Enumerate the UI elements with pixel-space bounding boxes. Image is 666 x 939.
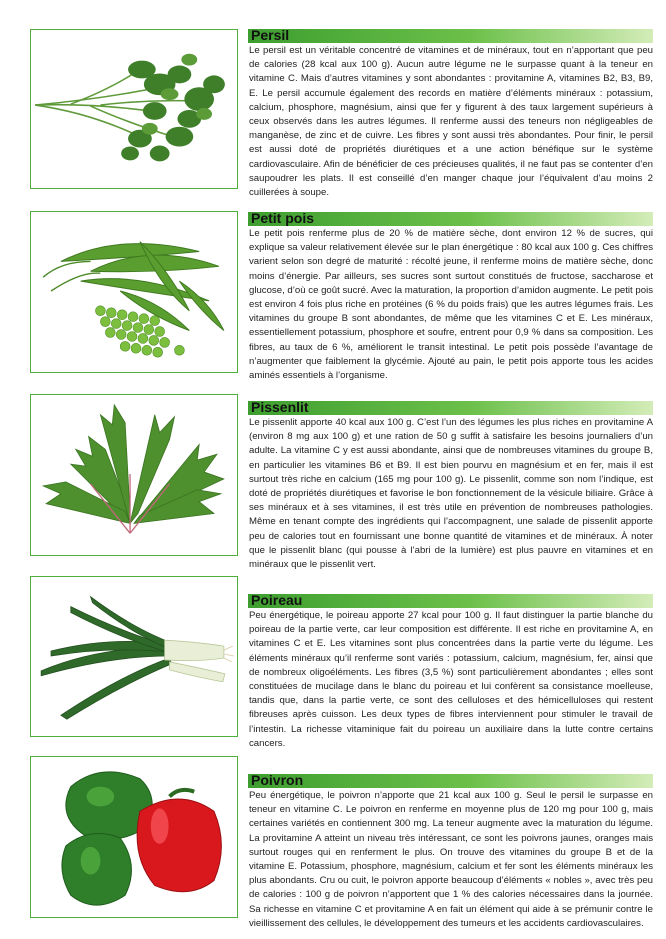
peas-illustration	[31, 212, 237, 372]
peas-description: Le petit pois renferme plus de 20 % de matière sèche, dont environ 12 % de sucres, qui explique sa valeur relativement élevée sur le plan énergétique : 80 kcal aux 100 g. Ces chiffres varient selon son degré de maturité : récolté jeune, il renferme moins de matière sèche, donc moins d’énergie. Par ailleurs, ses sucres sont surtout constitués de fructose, saccharose et glucose, d’où ce goût sucré. Avec la maturation, la proportion d’amidon augmente. Le petit pois est environ 4 fois plus riche en protéines (6 % du poids frais) que les autres légumes frais. Les vitamines du groupe B sont abondantes, de même que les vitamines C et E. Les minéraux, essentiellement potassium, phosphore et soufre, entrent pour 0,9 % dans sa composition. Les fibres, au taux de 6 %, améliorent le transit intestinal. Le petit pois possède l’avantage de n’augmenter que faiblement la glycémie. Ajouté au pain, le petit pois apporte tous les acides aminés essentiels à l’organisme.	[249, 228, 653, 382]
peas-title: Petit pois	[251, 210, 315, 226]
peas-title-bar	[248, 212, 653, 226]
parsley-image	[30, 29, 238, 189]
pepper-illustration	[31, 757, 237, 917]
dandelion-title-bar	[248, 401, 653, 415]
dandelion-title: Pissenlit	[251, 399, 309, 415]
leek-description: Peu énergétique, le poireau apporte 27 kcal pour 100 g. Il faut distinguer la partie blanche du poireau de la partie verte, car leur composition est différente. Il est riche en provitamine A, en vitamines C et E. Les vitamines sont plus concentrées dans la partie verte du légume. Les éléments minéraux qu’il renferme sont variés : potassium, calcium, magnésium, fer, ainsi que de nombreux oligoéléments. Les fibres (3,5 %) sont particulièrement abondantes ; elles sont constituées de mucilage dans le blanc du poireau et lui confèrent sa consistance moelleuse, tandis que, dans la partie verte, ce sont des celluloses et des hémicelluloses qui restent fibreuses après cuisson. Les deux types de fibres interviennent pour stimuler le travail de l’intestin. La richesse vitaminique fait du poireau un auxiliaire dans la lutte contre certains cancers.	[249, 610, 653, 749]
dandelion-illustration	[31, 395, 237, 555]
leek-title: Poireau	[251, 592, 303, 608]
pepper-image	[30, 756, 238, 918]
pepper-title: Poivron	[251, 772, 304, 788]
pepper-title-bar	[248, 774, 653, 788]
parsley-title-bar	[248, 29, 653, 43]
parsley-description: Le persil est un véritable concentré de vitamines et de minéraux, tout en n’apportant que peu de calories (28 kcal aux 100 g). Aucun autre légume ne le surpasse quant à la teneur en vitamine C. Mais d’autres vitamines y sont abondantes : provitamine A, vitamines B2, B3, B9, E. Le persil accumule également des records en matière d’éléments minéraux : potassium, calcium, phosphore, magnésium, ainsi que fer y figurent à des taux largement supérieurs à ceux observés dans les autres légumes. Il renferme aussi des teneurs non négligeables de manganèse, de zinc et de cuivre. Les fibres y sont aussi très abondantes. Pour finir, le persil est aussi doté de propriétés diurétiques et a une action bénéfique sur le système cardiovasculaire. Afin de bénéficier de ces précieuses qualités, il ne faut pas se contenter d’en saupoudrer les plats. Il est conseillé d’en manger chaque jour l’équivalent d’au moins 2 cuillerées à soupe.	[249, 45, 653, 199]
parsley-title: Persil	[251, 27, 290, 43]
parsley-illustration	[31, 30, 237, 188]
peas-image	[30, 211, 238, 373]
leek-image	[30, 576, 238, 737]
leek-title-bar	[248, 594, 653, 608]
leek-illustration	[31, 577, 237, 736]
dandelion-image	[30, 394, 238, 556]
dandelion-description: Le pissenlit apporte 40 kcal aux 100 g. C’est l’un des légumes les plus riches en provitamine A (environ 8 mg aux 100 g) et une ration de 50 g suffit à satisfaire les besoins journaliers d’un adulte. La vitamine C y est aussi abondante, ainsi que de nombreuses vitamines du groupe B, en particulier les vitamines B6 et B9. Il est bien pourvu en magnésium et en fer, mais il est surtout très riche en calcium (165 mg pour 100 g). Le pissenlit, comme son nom l’indique, est doté de propriétés diurétiques et favorise le bon fonctionnement de la vésicule biliaire. Grâce à ses minéraux et à ses vitamines, il est très utile en prévention de nombreuses pathologies. Même en tenant compte des ingrédients qui l’accompagnent, une salade de pissenlit apporte peu de calories tout en fournissant une bonne quantité de vitamines et de minéraux. À noter que le pissenlit blanc (qui pousse à l’abri de la lumière) est plus pauvre en vitamines et en minéraux que le pissenlit vert.	[249, 417, 653, 571]
pepper-description: Peu énergétique, le poivron n’apporte que 21 kcal aux 100 g. Seul le persil le surpasse en teneur en vitamine C. Le poivron en renferme en moyenne plus de 120 mg pour 100 g, mais certaines variétés en contiennent 300 mg. La teneur augmente avec la maturation du légume. La provitamine A atteint un niveau très intéressant, ce sont les poivrons jaunes, oranges mais surtout rouges qui en renferment le plus. On trouve des vitamines du groupe B et de la vitamine E. Potassium, phosphore, magnésium, calcium et fer sont les éléments minéraux les plus abondants. Cru ou cuit, le poivron apporte beaucoup d’éléments « nobles », avec très peu de calories : 100 g de poivron n’apportent que 1 % des calories nécessaires dans la journée. Sa richesse en vitamine C et provitamine A en fait un élément qui aide à se prémunir contre le vieillissement des cellules, le développement des tumeurs et les accidents cardiovasculaires.	[249, 790, 653, 929]
